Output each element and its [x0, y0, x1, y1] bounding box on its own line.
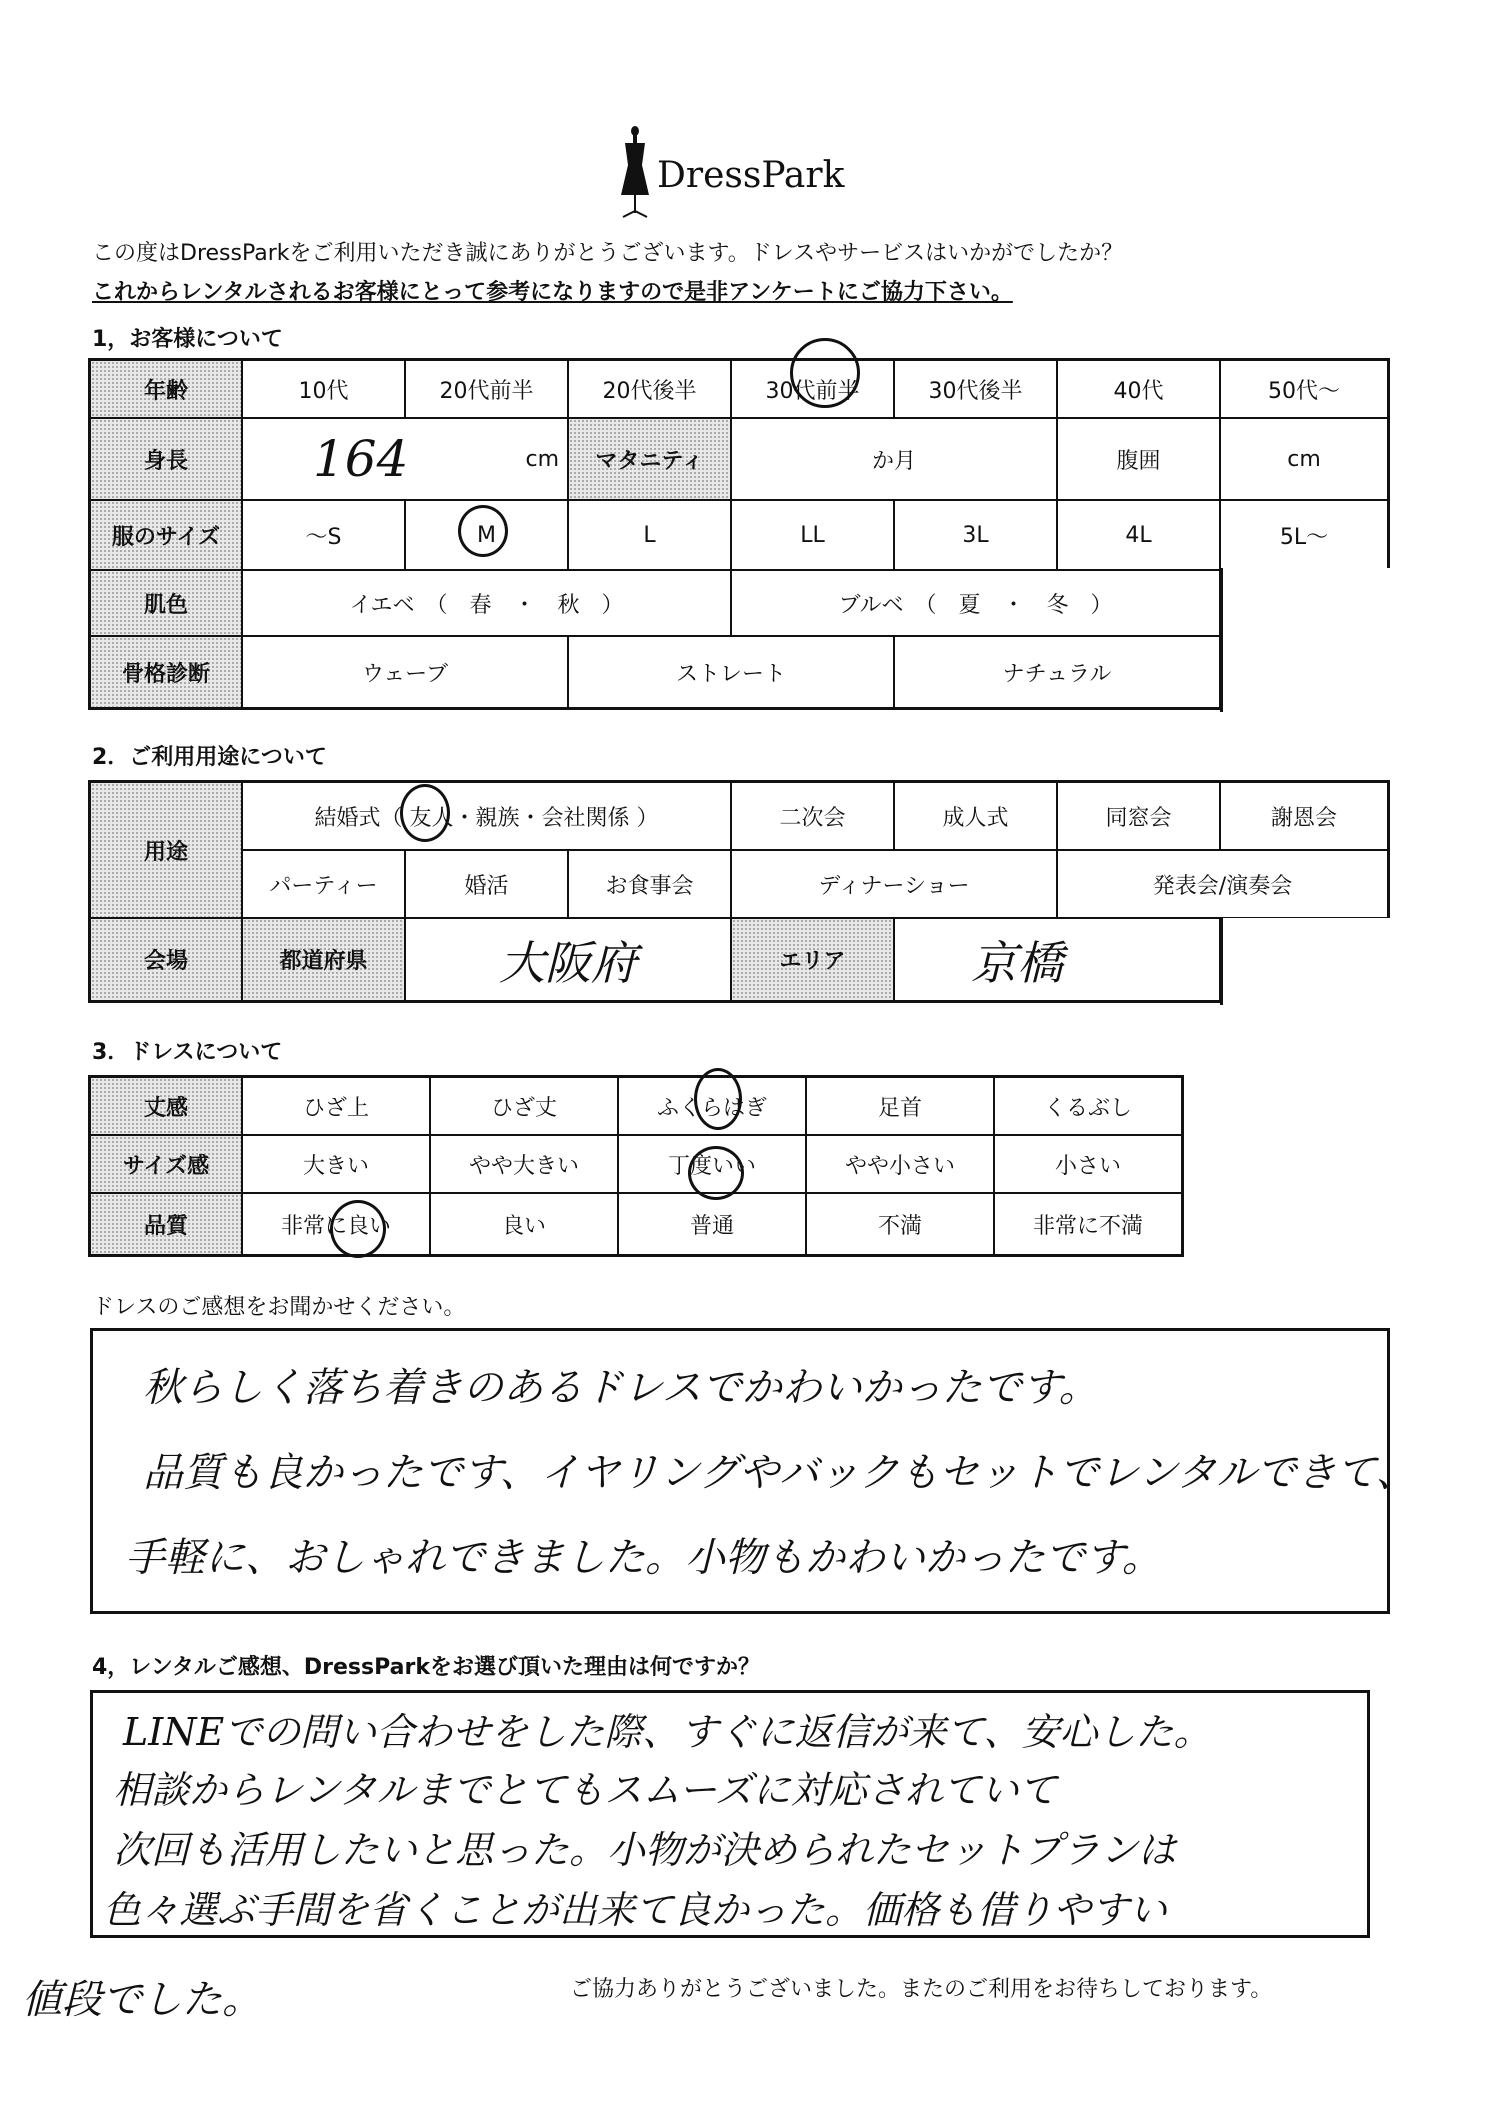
section1-title: 1，お客様について	[92, 327, 283, 352]
frame-label: 骨格診断	[91, 637, 243, 707]
height-unit: cm	[525, 446, 559, 472]
prefecture-label: 都道府県	[243, 919, 406, 1000]
size-option-selected[interactable]: M	[406, 501, 569, 571]
intro-text: この度はDressParkをご利用いただき誠にありがとうございます。ドレスやサービスはいかがでしたか？	[92, 241, 1124, 266]
fit-option-selected[interactable]: 丁度いい	[619, 1136, 807, 1194]
age-option[interactable]: 30代後半	[895, 361, 1058, 419]
age-option-selected[interactable]: 30代前半	[732, 361, 895, 419]
fit-option[interactable]: やや大きい	[431, 1136, 619, 1194]
selection-mark	[688, 1146, 744, 1200]
height-label: 身長	[91, 419, 243, 501]
reason-line: 相談からレンタルまでとてもスムーズに対応されていて	[113, 1768, 1057, 1812]
footer-thanks: ご協力ありがとうございました。またのご利用をお待ちしております。	[570, 1977, 1273, 2002]
age-label: 年齢	[91, 361, 243, 419]
section4-title: 4，レンタルご感想、DressParkをお選び頂いた理由は何ですか？	[92, 1655, 760, 1680]
dress-comment-box[interactable]	[90, 1328, 1416, 1614]
brand-name: DressPark	[657, 155, 845, 196]
maternity-month-unit: か月	[871, 448, 916, 474]
skin-label: 肌色	[91, 571, 243, 637]
prefecture-field[interactable]	[406, 919, 732, 1000]
reason-line: LINEでの問い合わせをした際、すぐに返信が来て、安心した。	[123, 1710, 1212, 1754]
dress-comment-prompt: ドレスのご感想をお聞かせください。	[92, 1295, 466, 1320]
quality-option[interactable]: 不満	[807, 1194, 995, 1254]
selection-mark	[330, 1200, 386, 1258]
age-option[interactable]: 10代	[243, 361, 406, 419]
selection-mark	[694, 1068, 742, 1130]
venue-label: 会場	[91, 919, 243, 1000]
skin-yellow-option[interactable]: イエベ （ 春 ・ 秋 ）	[243, 571, 732, 637]
selection-mark	[458, 505, 508, 557]
quality-option[interactable]: 非常に不満	[1032, 1213, 1143, 1239]
purpose-option[interactable]: 二次会	[732, 783, 895, 851]
reason-line: 次回も活用したいと思った。小物が決められたセットプランは	[113, 1828, 1176, 1872]
purpose-option[interactable]: パーティー	[243, 851, 406, 919]
prefecture-value: 大阪府	[499, 935, 637, 990]
blank-area	[1220, 918, 1395, 1005]
fit-label: サイズ感	[91, 1136, 243, 1194]
reason-comment-box[interactable]	[90, 1690, 1370, 1938]
fit-option[interactable]: 小さい	[995, 1136, 1181, 1194]
size-option[interactable]: LL	[732, 501, 895, 571]
purpose-option[interactable]: ディナーショー	[732, 851, 1058, 919]
dress-table	[88, 1075, 1184, 1257]
selection-mark	[790, 338, 860, 408]
area-label: エリア	[732, 919, 895, 1000]
frame-option[interactable]: ストレート	[569, 637, 895, 707]
section3-title: 3．ドレスについて	[92, 1040, 283, 1065]
brand-logo	[615, 125, 875, 220]
age-option[interactable]: 40代	[1058, 361, 1221, 419]
frame-option[interactable]: ナチュラル	[895, 637, 1221, 707]
quality-option[interactable]: 良い	[431, 1194, 619, 1254]
comment-line: 品質も良かったです、イヤリングやバックもセットでレンタルできて、	[143, 1450, 1416, 1496]
customer-table	[88, 358, 1390, 710]
dress-form-icon	[615, 125, 655, 220]
purpose-option[interactable]: 成人式	[895, 783, 1058, 851]
fit-option[interactable]: 大きい	[243, 1136, 431, 1194]
quality-option[interactable]: 普通	[619, 1194, 807, 1254]
length-option-selected[interactable]: ふくらはぎ	[619, 1078, 807, 1136]
purpose-option[interactable]: お食事会	[569, 851, 732, 919]
size-option[interactable]: 3L	[895, 501, 1058, 571]
intro-request: これからレンタルされるお客様にとって参考になりますので是非アンケートにご協力下さい。	[92, 280, 1013, 305]
section2-title: 2．ご利用用途について	[92, 745, 327, 770]
area-field[interactable]	[895, 919, 1221, 1000]
length-option[interactable]: くるぶし	[995, 1078, 1181, 1136]
age-option[interactable]: 20代後半	[569, 361, 732, 419]
waist-unit[interactable]: cm	[1221, 419, 1387, 501]
purpose-option[interactable]: 発表会/演奏会	[1058, 851, 1387, 919]
skin-blue-option[interactable]: ブルベ （ 夏 ・ 冬 ）	[732, 571, 1221, 637]
blank-area	[1220, 568, 1395, 712]
age-option[interactable]: 20代前半	[406, 361, 569, 419]
purpose-option[interactable]: 婚活	[406, 851, 569, 919]
quality-label: 品質	[91, 1194, 243, 1254]
purpose-option[interactable]: 謝恩会	[1221, 783, 1387, 851]
area-value: 京橋	[971, 935, 1063, 990]
height-field[interactable]	[243, 419, 569, 501]
size-label: 服のサイズ	[91, 501, 243, 571]
waist-label: 腹囲	[1058, 419, 1221, 501]
purpose-option[interactable]: 同窓会	[1058, 783, 1221, 851]
quality-option-selected[interactable]: 非常に良い	[243, 1194, 431, 1254]
size-option[interactable]: L	[569, 501, 732, 571]
fit-option[interactable]: やや小さい	[807, 1136, 995, 1194]
length-option[interactable]: ひざ丈	[431, 1078, 619, 1136]
size-option[interactable]: 5L～	[1221, 501, 1387, 571]
selection-mark	[400, 784, 450, 842]
comment-line: 手軽に、おしゃれできました。小物もかわいかったです。	[125, 1535, 1162, 1581]
purpose-wedding[interactable]: 結婚式（ 友人・親族・会社関係 ）	[243, 783, 732, 851]
maternity-label: マタニティ	[569, 419, 732, 501]
length-label: 丈感	[91, 1078, 243, 1136]
comment-line: 秋らしく落ち着きのあるドレスでかわいかったです。	[143, 1365, 1099, 1411]
height-value: 164	[313, 430, 409, 488]
size-option[interactable]: ～S	[243, 501, 406, 571]
length-option[interactable]: ひざ上	[243, 1078, 431, 1136]
frame-option[interactable]: ウェーブ	[243, 637, 569, 707]
purpose-table	[88, 780, 1390, 1003]
length-option[interactable]: 足首	[807, 1078, 995, 1136]
age-option[interactable]: 50代～	[1221, 361, 1387, 419]
maternity-field[interactable]	[732, 419, 1058, 501]
reason-line: 色々選ぶ手間を省くことが出来て良かった。価格も借りやすい	[103, 1888, 1168, 1932]
purpose-label: 用途	[91, 783, 243, 919]
reason-line-overflow: 値段でした。	[22, 1977, 262, 2023]
size-option[interactable]: 4L	[1058, 501, 1221, 571]
